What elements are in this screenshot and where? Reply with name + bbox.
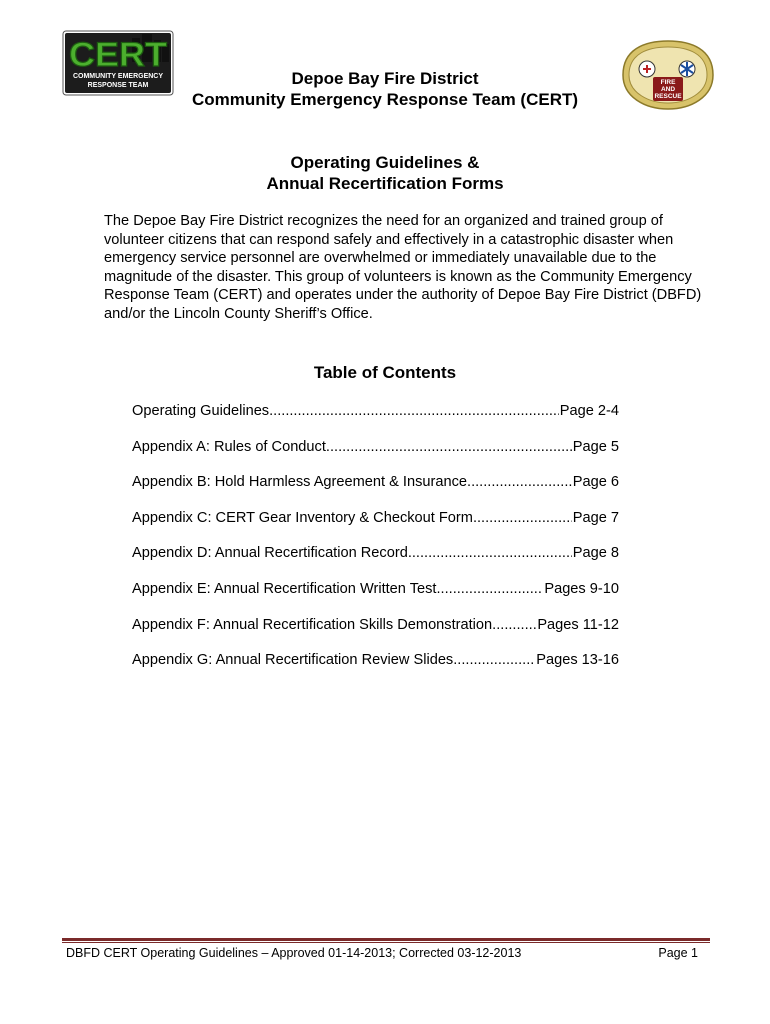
toc-entry-title: Appendix D: Annual Recertification Record — [132, 545, 408, 562]
toc-entry-title: Appendix C: CERT Gear Inventory & Checkout Form — [132, 509, 473, 526]
toc-entry[interactable] — [132, 652, 619, 688]
toc-entry[interactable] — [132, 474, 619, 510]
toc-entry-page: Pages 11-12 — [537, 616, 619, 633]
toc-entry[interactable] — [132, 403, 619, 439]
toc-entry-page: Page 8 — [572, 545, 619, 562]
footer-divider — [62, 938, 710, 943]
seal-text-fire: FIRE — [660, 79, 676, 86]
document-subtitle-line-1: Operating Guidelines & — [290, 153, 480, 172]
toc-dot-leader — [269, 403, 559, 419]
intro-paragraph: The Depoe Bay Fire District recognizes the need for an organized and trained group of volunteer citizens that can respond safely and effectively in a catastrophic disaster when emergency service personnel are overwhelmed or immediately unavailable due to the magnitude of the disaster. This group of volunteers is known as the Community Emergency Response Team (CERT) and operates under the authority of Depoe Bay Fire District (DBFD) and/or the Lincoln County Sheriff’s Office. — [104, 213, 702, 322]
cert-logo-text: CERT — [69, 36, 168, 74]
toc-entry-title: Operating Guidelines — [132, 403, 270, 419]
document-title-line-1: Depoe Bay Fire District — [291, 69, 479, 88]
cert-logo-tagline-1: COMMUNITY EMERGENCY — [72, 73, 164, 80]
toc-entry-title: Appendix G: Annual Recertification Review Slides — [132, 652, 454, 669]
toc-entry-title: Appendix F: Annual Recertification Skills Demonstration — [132, 616, 493, 633]
toc-dot-leader — [408, 545, 572, 561]
seal-text-rescue: RESCUE — [654, 93, 682, 100]
toc-entry-page: Pages 9-10 — [544, 580, 619, 597]
table-of-contents — [132, 403, 619, 688]
toc-entry-page: Page 5 — [572, 438, 619, 455]
toc-entry-title: Appendix E: Annual Recertification Written Test — [132, 580, 437, 597]
toc-entry[interactable] — [132, 545, 619, 581]
footer-document-info: DBFD CERT Operating Guidelines – Approved 01-14-2013; Corrected 03-12-2013 — [66, 946, 522, 960]
toc-entry-page: Page 7 — [572, 509, 619, 526]
toc-entry-page: Page 6 — [572, 474, 619, 491]
toc-heading: Table of Contents — [313, 363, 457, 382]
document-title-line-2: Community Emergency Response Team (CERT) — [191, 90, 579, 109]
toc-entry-page: Page 2-4 — [559, 403, 619, 419]
toc-entry-title: Appendix A: Rules of Conduct — [132, 438, 326, 455]
toc-entry-page: Pages 13-16 — [536, 652, 619, 669]
toc-entry-title: Appendix B: Hold Harmless Agreement & Insurance — [132, 474, 468, 491]
toc-entry[interactable] — [132, 510, 619, 546]
toc-dot-leader — [467, 474, 572, 490]
cert-logo-tagline-2: RESPONSE TEAM — [87, 82, 149, 89]
toc-dot-leader — [492, 617, 536, 633]
toc-entry[interactable] — [132, 439, 619, 475]
toc-dot-leader — [453, 652, 535, 668]
toc-entry[interactable] — [132, 617, 619, 653]
toc-dot-leader — [473, 510, 572, 526]
footer-page-number: Page 1 — [658, 946, 698, 960]
seal-text-and: AND — [660, 86, 676, 93]
toc-dot-leader — [436, 581, 543, 597]
document-subtitle-line-2: Annual Recertification Forms — [266, 174, 504, 193]
toc-entry[interactable] — [132, 581, 619, 617]
toc-dot-leader — [326, 439, 572, 455]
